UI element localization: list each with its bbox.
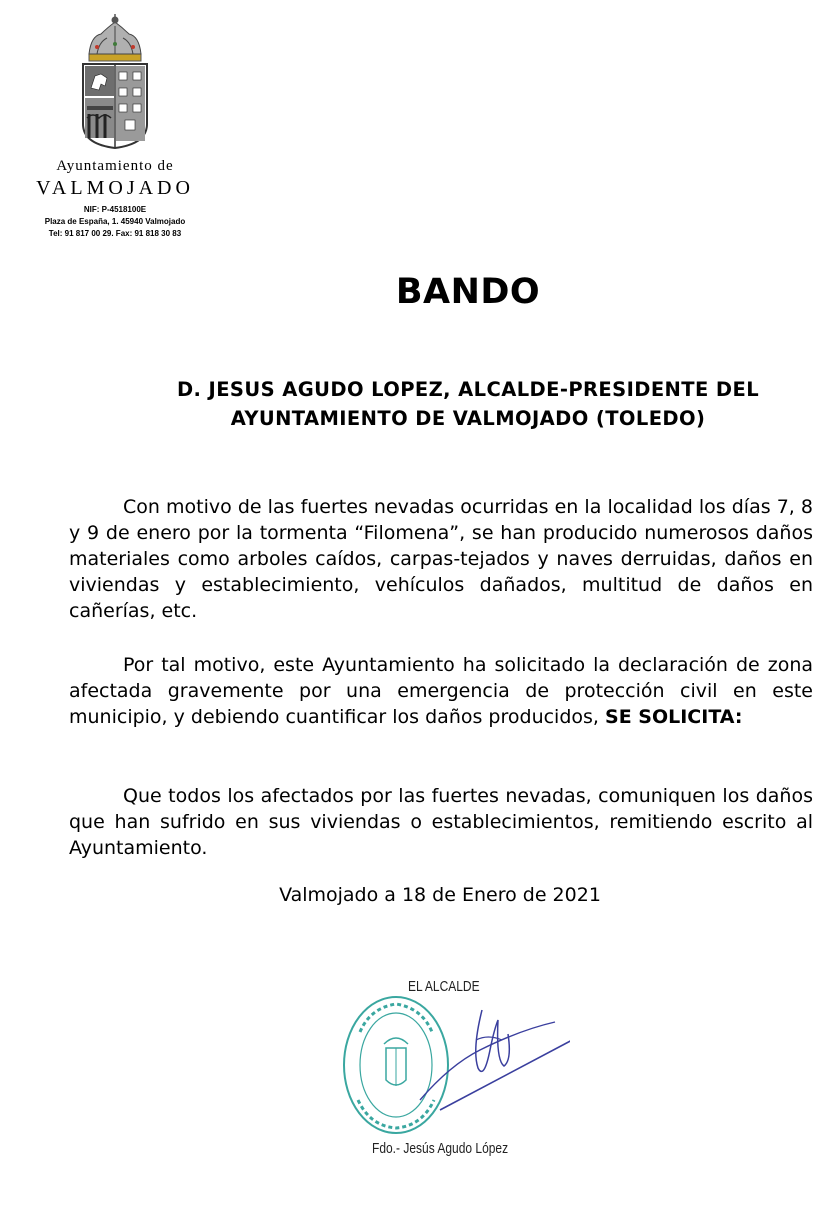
- document-subtitle: D. JESUS AGUDO LOPEZ, ALCALDE-PRESIDENTE DEL AYUNTAMIENTO DE VALMOJADO (TOLEDO): [176, 378, 760, 430]
- handwritten-signature-icon: [380, 990, 570, 1130]
- signature-title: EL ALCALDE: [408, 978, 480, 995]
- coat-of-arms-icon: [75, 14, 155, 150]
- paragraph-2: [69, 652, 813, 730]
- paragraph-2-emphasis: SE SOLICITA:: [605, 706, 743, 728]
- date-line: Valmojado a 18 de Enero de 2021: [279, 884, 601, 906]
- org-name-line1: Ayuntamiento de: [56, 158, 174, 174]
- signatory-name: Fdo.- Jesús Agudo López: [372, 1140, 509, 1157]
- letterhead: [30, 14, 200, 240]
- contact-block: [30, 204, 200, 240]
- paragraph-3: Que todos los afectados por las fuertes nevadas, comuniquen los daños que han sufrido en sus viviendas o establecimientos, remitiendo escrito al Ayuntamiento.: [69, 785, 813, 859]
- nif-line: NIF: P-4518100E: [83, 205, 147, 214]
- address-line: Plaza de España, 1. 45940 Valmojado: [44, 217, 186, 226]
- paragraph-1: Con motivo de las fuertes nevadas ocurridas en la localidad los días 7, 8 y 9 de enero por la tormenta “Filomena”, se han producido numerosos daños materiales como arboles caídos, carpas-tejados y naves derruidas, daños en viviendas y establecimiento, vehículos dañados, multitud de daños en cañerías, etc.: [69, 496, 813, 622]
- phone-line: Tel: 91 817 00 29. Fax: 91 818 30 83: [48, 229, 182, 238]
- document-title: BANDO: [395, 272, 541, 312]
- paragraph-2-text: Por tal motivo, este Ayuntamiento ha solicitado la declaración de zona afectada gravemente por una emergencia de protección civil en este municipio, y debiendo cuantificar los daños producidos,: [69, 654, 813, 728]
- org-name-line2: VALMOJADO: [36, 177, 194, 199]
- signature-block: [330, 970, 590, 1170]
